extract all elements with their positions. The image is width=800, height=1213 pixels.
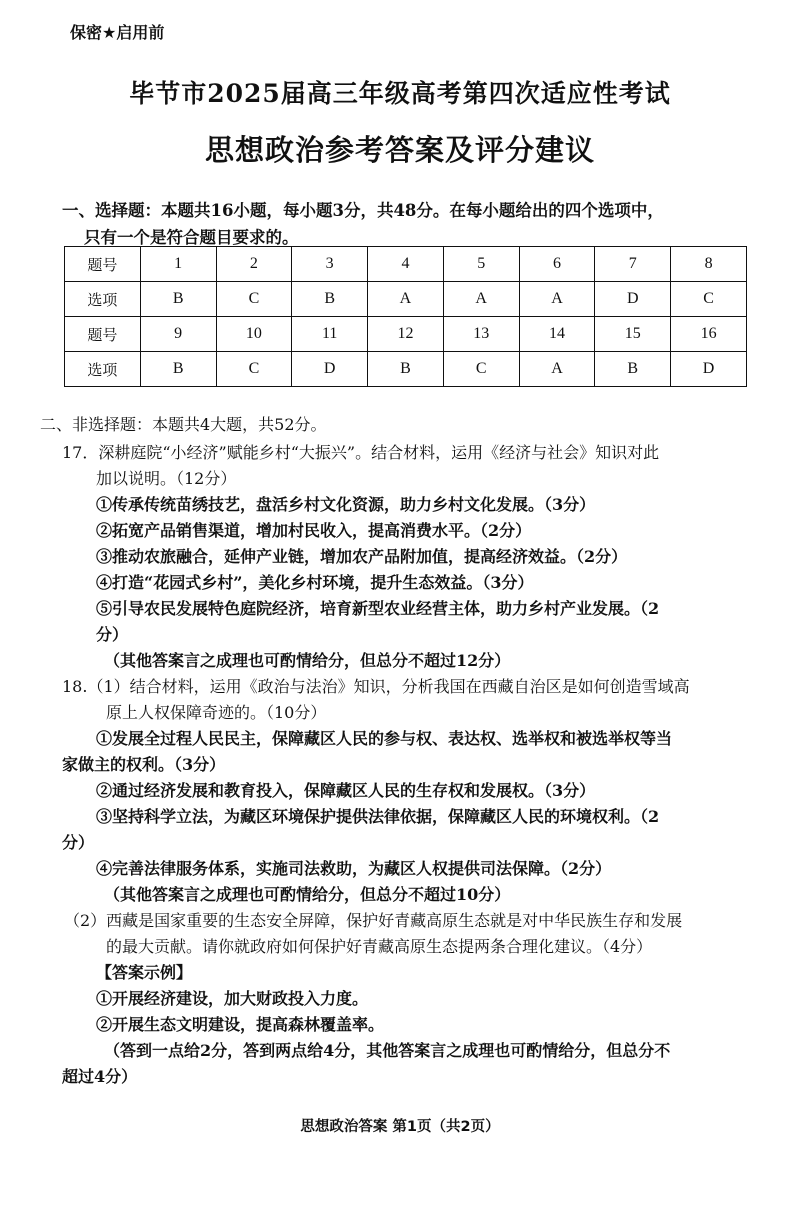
q17-point-2: ②拓宽产品销售渠道，增加村民收入，提高消费水平。（2分）	[96, 521, 532, 540]
table-cell: C	[216, 282, 292, 317]
table-cell: D	[671, 352, 747, 387]
table-cell: 12	[368, 317, 444, 352]
table-cell: B	[595, 352, 671, 387]
table-cell: 题号	[65, 247, 141, 282]
table-cell: A	[443, 282, 519, 317]
q18-2-stem-line2: 的最大贡献。请你就政府如何保护好青藏高原生态提两条合理化建议。（4分）	[106, 937, 653, 956]
q18-1-point-3: ③坚持科学立法，为藏区环境保护提供法律依据，保障藏区人民的环境权利。（2	[96, 807, 660, 826]
table-cell: 7	[595, 247, 671, 282]
table-cell: 11	[292, 317, 368, 352]
q17-point-5-cont: 分）	[96, 625, 129, 644]
q18-2-example-label: 【答案示例】	[96, 963, 193, 982]
q17-note: （其他答案言之成理也可酌情给分，但总分不超过12分）	[104, 651, 511, 670]
table-cell: A	[519, 352, 595, 387]
table-cell: C	[671, 282, 747, 317]
table-cell: 15	[595, 317, 671, 352]
q17-point-5: ⑤引导农民发展特色庭院经济，培育新型农业经营主体，助力乡村产业发展。（2	[96, 599, 660, 618]
table-cell: B	[140, 352, 216, 387]
table-cell: B	[368, 352, 444, 387]
q17-point-4: ④打造“花园式乡村”，美化乡村环境，提升生态效益。（3分）	[96, 573, 534, 592]
q18-1-point-1-cont: 家做主的权利。（3分）	[62, 755, 226, 774]
q18-1-note: （其他答案言之成理也可酌情给分，但总分不超过10分）	[104, 885, 511, 904]
q18-1-stem-line2: 原上人权保障奇迹的。（10分）	[106, 703, 327, 722]
q18-1-point-4: ④完善法律服务体系，实施司法救助，为藏区人权提供司法保障。（2分）	[96, 859, 612, 878]
q18-2-point-1: ①开展经济建设，加大财政投入力度。	[96, 989, 369, 1008]
q18-1-point-2: ②通过经济发展和教育投入，保障藏区人民的生存权和发展权。（3分）	[96, 781, 596, 800]
answer-table	[64, 246, 747, 387]
table-cell: 2	[216, 247, 292, 282]
table-row	[65, 282, 747, 317]
table-cell: 1	[140, 247, 216, 282]
table-row	[65, 317, 747, 352]
q18-2-note-line1: （答到一点给2分，答到两点给4分，其他答案言之成理也可酌情给分，但总分不	[104, 1041, 671, 1060]
confidential-label: 保密★启用前	[70, 23, 165, 42]
q18-1-point-1: ①发展全过程人民民主，保障藏区人民的参与权、表达权、选举权和被选举权等当	[96, 729, 673, 748]
table-cell: 16	[671, 317, 747, 352]
q18-2-point-2: ②开展生态文明建设，提高森林覆盖率。	[96, 1015, 385, 1034]
table-cell: C	[216, 352, 292, 387]
q18-1-stem-line1: 18.（1）结合材料，运用《政治与法治》知识，分析我国在西藏自治区是如何创造雪域高	[62, 677, 690, 696]
table-cell: B	[140, 282, 216, 317]
section2-heading: 二、非选择题：本题共4大题，共52分。	[40, 415, 327, 434]
exam-title: 毕节市2025届高三年级高考第四次适应性考试	[129, 79, 671, 108]
table-cell: 题号	[65, 317, 141, 352]
table-cell: A	[368, 282, 444, 317]
table-cell: 10	[216, 317, 292, 352]
q18-1-point-3-cont: 分）	[62, 833, 95, 852]
q18-2-stem-line1: （2）西藏是国家重要的生态安全屏障，保护好青藏高原生态就是对中华民族生存和发展	[64, 911, 683, 930]
table-cell: A	[519, 282, 595, 317]
q18-2-note-line2: 超过4分）	[62, 1067, 138, 1086]
table-cell: 13	[443, 317, 519, 352]
table-cell: 14	[519, 317, 595, 352]
table-cell: 选项	[65, 352, 141, 387]
table-row	[65, 352, 747, 387]
section1-heading-line2: 只有一个是符合题目要求的。	[84, 228, 299, 247]
table-cell: D	[595, 282, 671, 317]
table-cell: C	[443, 352, 519, 387]
table-cell: 9	[140, 317, 216, 352]
table-cell: 4	[368, 247, 444, 282]
table-cell: 选项	[65, 282, 141, 317]
q17-point-3: ③推动农旅融合，延伸产业链，增加农产品附加值，提高经济效益。（2分）	[96, 547, 628, 566]
table-cell: 3	[292, 247, 368, 282]
page-footer: 思想政治答案 第1页（共2页）	[300, 1119, 500, 1135]
q17-stem-line2: 加以说明。（12分）	[96, 469, 237, 488]
table-cell: 5	[443, 247, 519, 282]
table-cell: 8	[671, 247, 747, 282]
table-row	[65, 247, 747, 282]
answer-key-title: 思想政治参考答案及评分建议	[204, 133, 595, 167]
table-cell: D	[292, 352, 368, 387]
table-cell: 6	[519, 247, 595, 282]
q17-point-1: ①传承传统苗绣技艺，盘活乡村文化资源，助力乡村文化发展。（3分）	[96, 495, 596, 514]
table-cell: B	[292, 282, 368, 317]
section1-heading-line1: 一、选择题：本题共16小题，每小题3分，共48分。在每小题给出的四个选项中，	[62, 201, 664, 220]
q17-stem-line1: 17．深耕庭院“小经济”赋能乡村“大振兴”。结合材料，运用《经济与社会》知识对此	[62, 443, 660, 462]
